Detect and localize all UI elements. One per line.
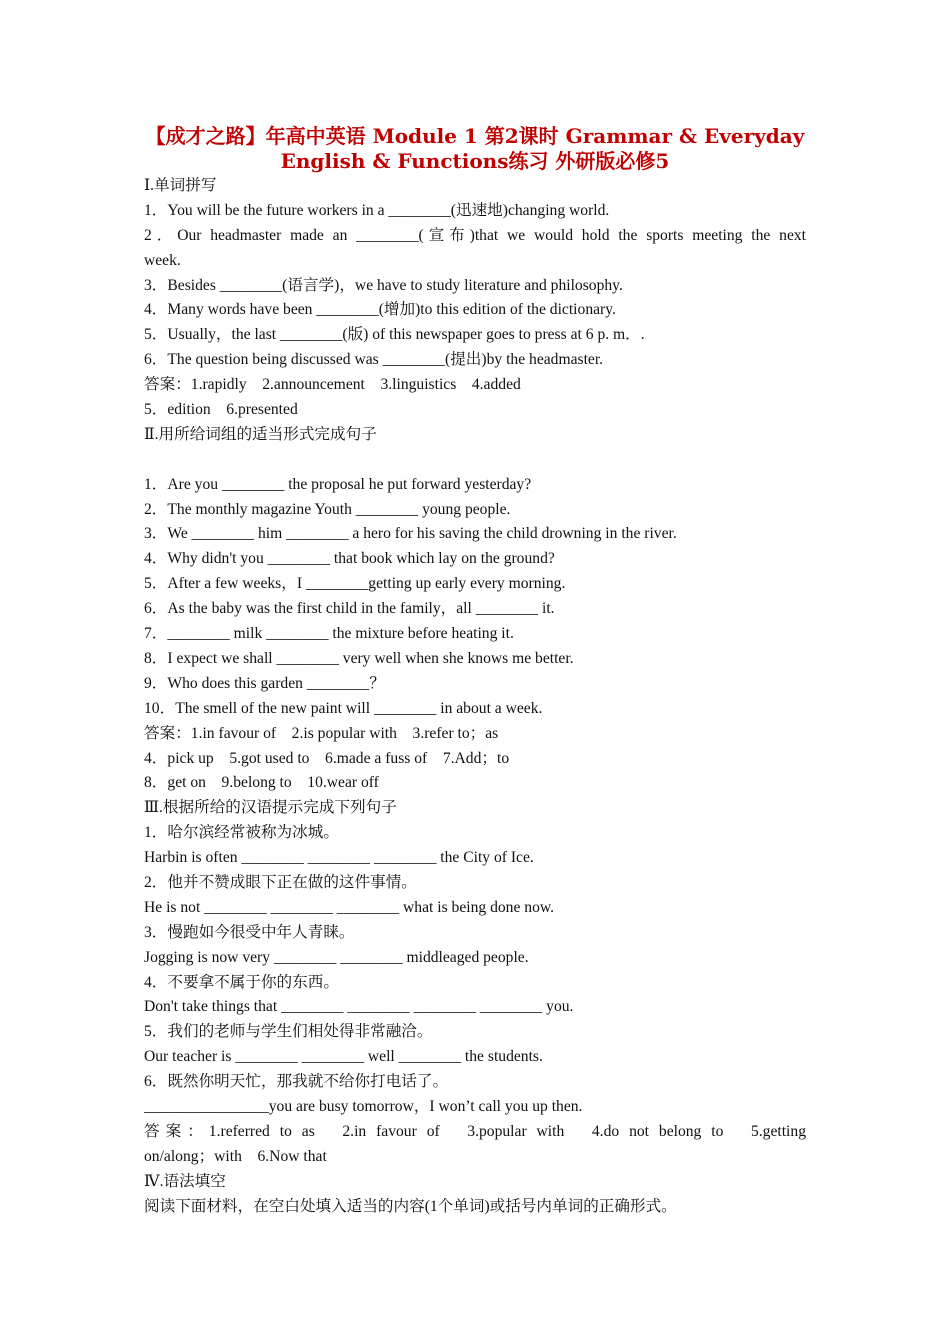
exercise-item: 2．Our headmaster made an ________(宣布)that we would hold the sports meeting the next (144, 226, 806, 244)
chinese-prompt: 2．他并不赞成眼下正在做的这件事情。 (144, 873, 417, 891)
section-4-instruction: 阅读下面材料，在空白处填入适当的内容(1个单词)或括号内单词的正确形式。 (144, 1197, 677, 1215)
english-sentence: He is not ________ ________ ________ what is being done now. (144, 898, 555, 916)
chinese-prompt: 4．不要拿不属于你的东西。 (144, 973, 339, 991)
title-line-1: 【成才之路】年高中英语 Module 1 第2课时 Grammar & Everyday (145, 124, 805, 148)
exercise-item: 5．After a few weeks，I ________getting up early every morning. (144, 575, 566, 593)
exercise-item: 9．Who does this garden ________？ (144, 674, 385, 692)
document-body (144, 174, 806, 1219)
blank-line (144, 448, 806, 473)
exercise-item: 10．The smell of the new paint will ________ in about a week. (144, 699, 543, 717)
english-sentence: Don't take things that ________ ________ ________ ________ you. (144, 998, 574, 1016)
answer-key: 4．pick up 5.got used to 6.made a fuss of 7.Add；to (144, 749, 510, 767)
exercise-item: 4．Many words have been ________(增加)to this edition of the dictionary. (144, 301, 616, 319)
chinese-prompt: 1．哈尔滨经常被称为冰城。 (144, 824, 339, 842)
exercise-item: 3．Besides ________(语言学)，we have to study literature and philosophy. (144, 276, 623, 294)
exercise-item: 8．I expect we shall ________ very well when she knows me better. (144, 649, 574, 667)
section-3-heading: Ⅲ.根据所给的汉语提示完成下列句子 (144, 799, 397, 817)
exercise-item: 3．We ________ him ________ a hero for his saving the child drowning in the river. (144, 525, 677, 543)
exercise-item: 7．________ milk ________ the mixture before heating it. (144, 625, 514, 643)
answer-key: on/along；with 6.Now that (144, 1147, 327, 1165)
exercise-item: 1．Are you ________ the proposal he put forward yesterday? (144, 475, 532, 493)
answer-key: 8．get on 9.belong to 10.wear off (144, 774, 379, 792)
english-sentence: ________________you are busy tomorrow，I won’t call you up then. (144, 1097, 583, 1115)
exercise-item: 2．The monthly magazine Youth ________ young people. (144, 500, 511, 518)
english-sentence: Jogging is now very ________ ________ middleaged people. (144, 948, 529, 966)
chinese-prompt: 6．既然你明天忙，那我就不给你打电话了。 (144, 1073, 449, 1091)
exercise-item: 6．The question being discussed was ________(提出)by the headmaster. (144, 351, 604, 369)
answer-key: 答案：1.in favour of 2.is popular with 3.refer to；as (144, 724, 499, 742)
english-sentence: Our teacher is ________ ________ well ________ the students. (144, 1048, 543, 1066)
answer-key: 答案：1.referred to as 2.in favour of 3.popular with 4.do not belong to 5.getting (144, 1122, 806, 1140)
title-line-2: English & Functions练习 外研版必修5 (280, 149, 670, 173)
chinese-prompt: 5．我们的老师与学生们相处得非常融洽。 (144, 1023, 433, 1041)
section-2-heading: Ⅱ.用所给词组的适当形式完成句子 (144, 425, 377, 443)
answer-key: 5．edition 6.presented (144, 401, 298, 419)
answer-key: 答案：1.rapidly 2.announcement 3.linguistics 4.added (144, 376, 521, 394)
english-sentence: Harbin is often ________ ________ ________ the City of Ice. (144, 849, 534, 867)
section-1-heading: Ⅰ.单词拼写 (144, 177, 217, 194)
exercise-item: 5．Usually，the last ________(版) of this newspaper goes to press at 6 p. m．. (144, 326, 645, 344)
exercise-item: 1．You will be the future workers in a ________(迅速地)changing world. (144, 201, 610, 219)
section-4-heading: Ⅳ.语法填空 (144, 1172, 226, 1190)
exercise-item-continued: week. (144, 251, 181, 269)
chinese-prompt: 3．慢跑如今很受中年人青睐。 (144, 923, 355, 941)
exercise-item: 6．As the baby was the first child in the family，all ________ it. (144, 600, 555, 618)
exercise-item: 4．Why didn't you ________ that book which lay on the ground? (144, 550, 555, 568)
document-title (140, 124, 810, 174)
